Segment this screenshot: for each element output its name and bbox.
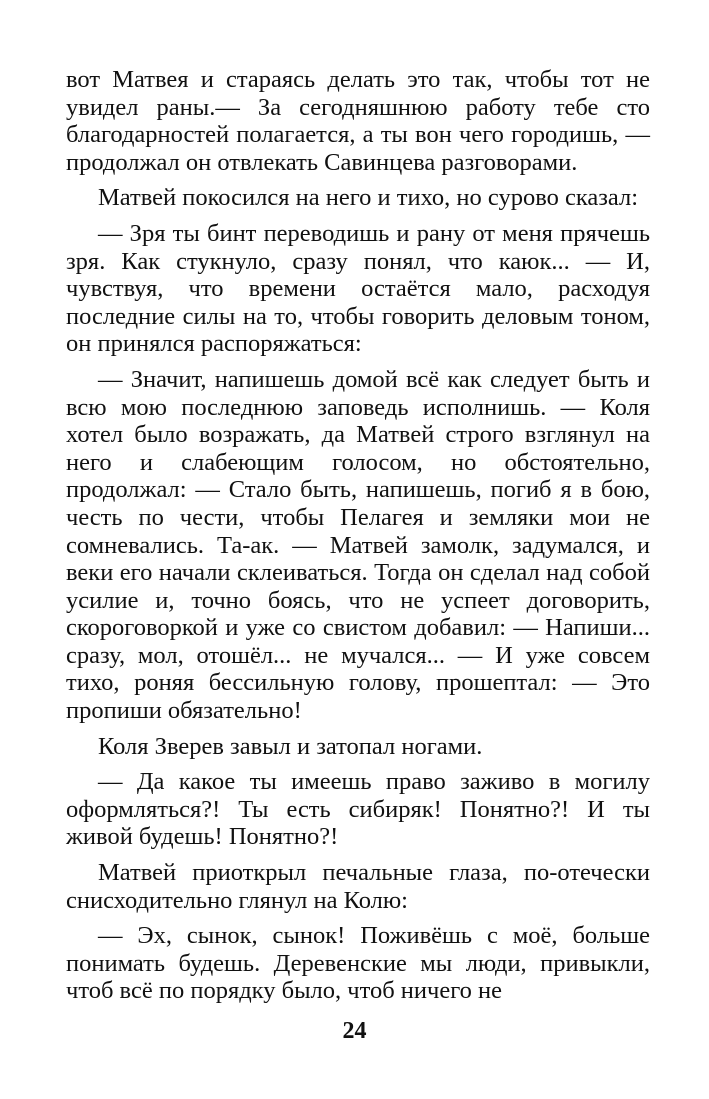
- paragraph-1: вот Матвея и стараясь делать это так, чтобы тот не увидел раны.— За сегодняшнюю работу тебе сто благодарностей полагается, а ты вон чего городишь, — продолжал он отвлекать Савинцева разговорами.: [66, 66, 650, 176]
- paragraph-2: Матвей покосился на него и тихо, но сурово сказал:: [98, 184, 639, 212]
- paragraph-7: Матвей приоткрыл печальные глаза, по-отечески снисходительно глянул на Колю:: [66, 859, 650, 914]
- paragraph-8: — Эх, сынок, сынок! Поживёшь с моё, больше понимать будешь. Деревенские мы люди, привыкли, чтоб всё по порядку было, чтоб ничего не: [66, 922, 650, 1005]
- page-body: [66, 66, 650, 1005]
- paragraph-4: — Значит, напишешь домой всё как следует быть и всю мою последнюю заповедь исполнишь. — Коля хотел было возражать, да Матвей строго взглянул на него и слабеющим голосом, но обстоятельно, продолжал: — Стало быть, напишешь, погиб я в бою, честь по чести, чтобы Пелагея и земляки мои не сомневались. Та-ак. — Матвей замолк, задумался, и веки его начали склеиваться. Тогда он сделал над собой усилие и, точно боясь, что не успеет договорить, скороговоркой и уже со свистом добавил: — Напиши... сразу, мол, отошёл... не мучался... — И уже совсем тихо, роняя бессильную голову, прошептал: — Это пропиши обязательно!: [66, 365, 650, 725]
- paragraph-3: — Зря ты бинт переводишь и рану от меня прячешь зря. Как стукнуло, сразу понял, что каюк... — И, чувствуя, что времени остаётся мало, расходуя последние силы на то, чтобы говорить деловым тоном, он принялся распоряжаться:: [66, 219, 650, 358]
- page-number: 24: [342, 1018, 367, 1044]
- paragraph-6: — Да какое ты имеешь право заживо в могилу оформляться?! Ты есть сибиряк! Понятно?! И ты живой будешь! Понятно?!: [66, 768, 650, 851]
- paragraph-5: Коля Зверев завыл и затопал ногами.: [98, 732, 483, 760]
